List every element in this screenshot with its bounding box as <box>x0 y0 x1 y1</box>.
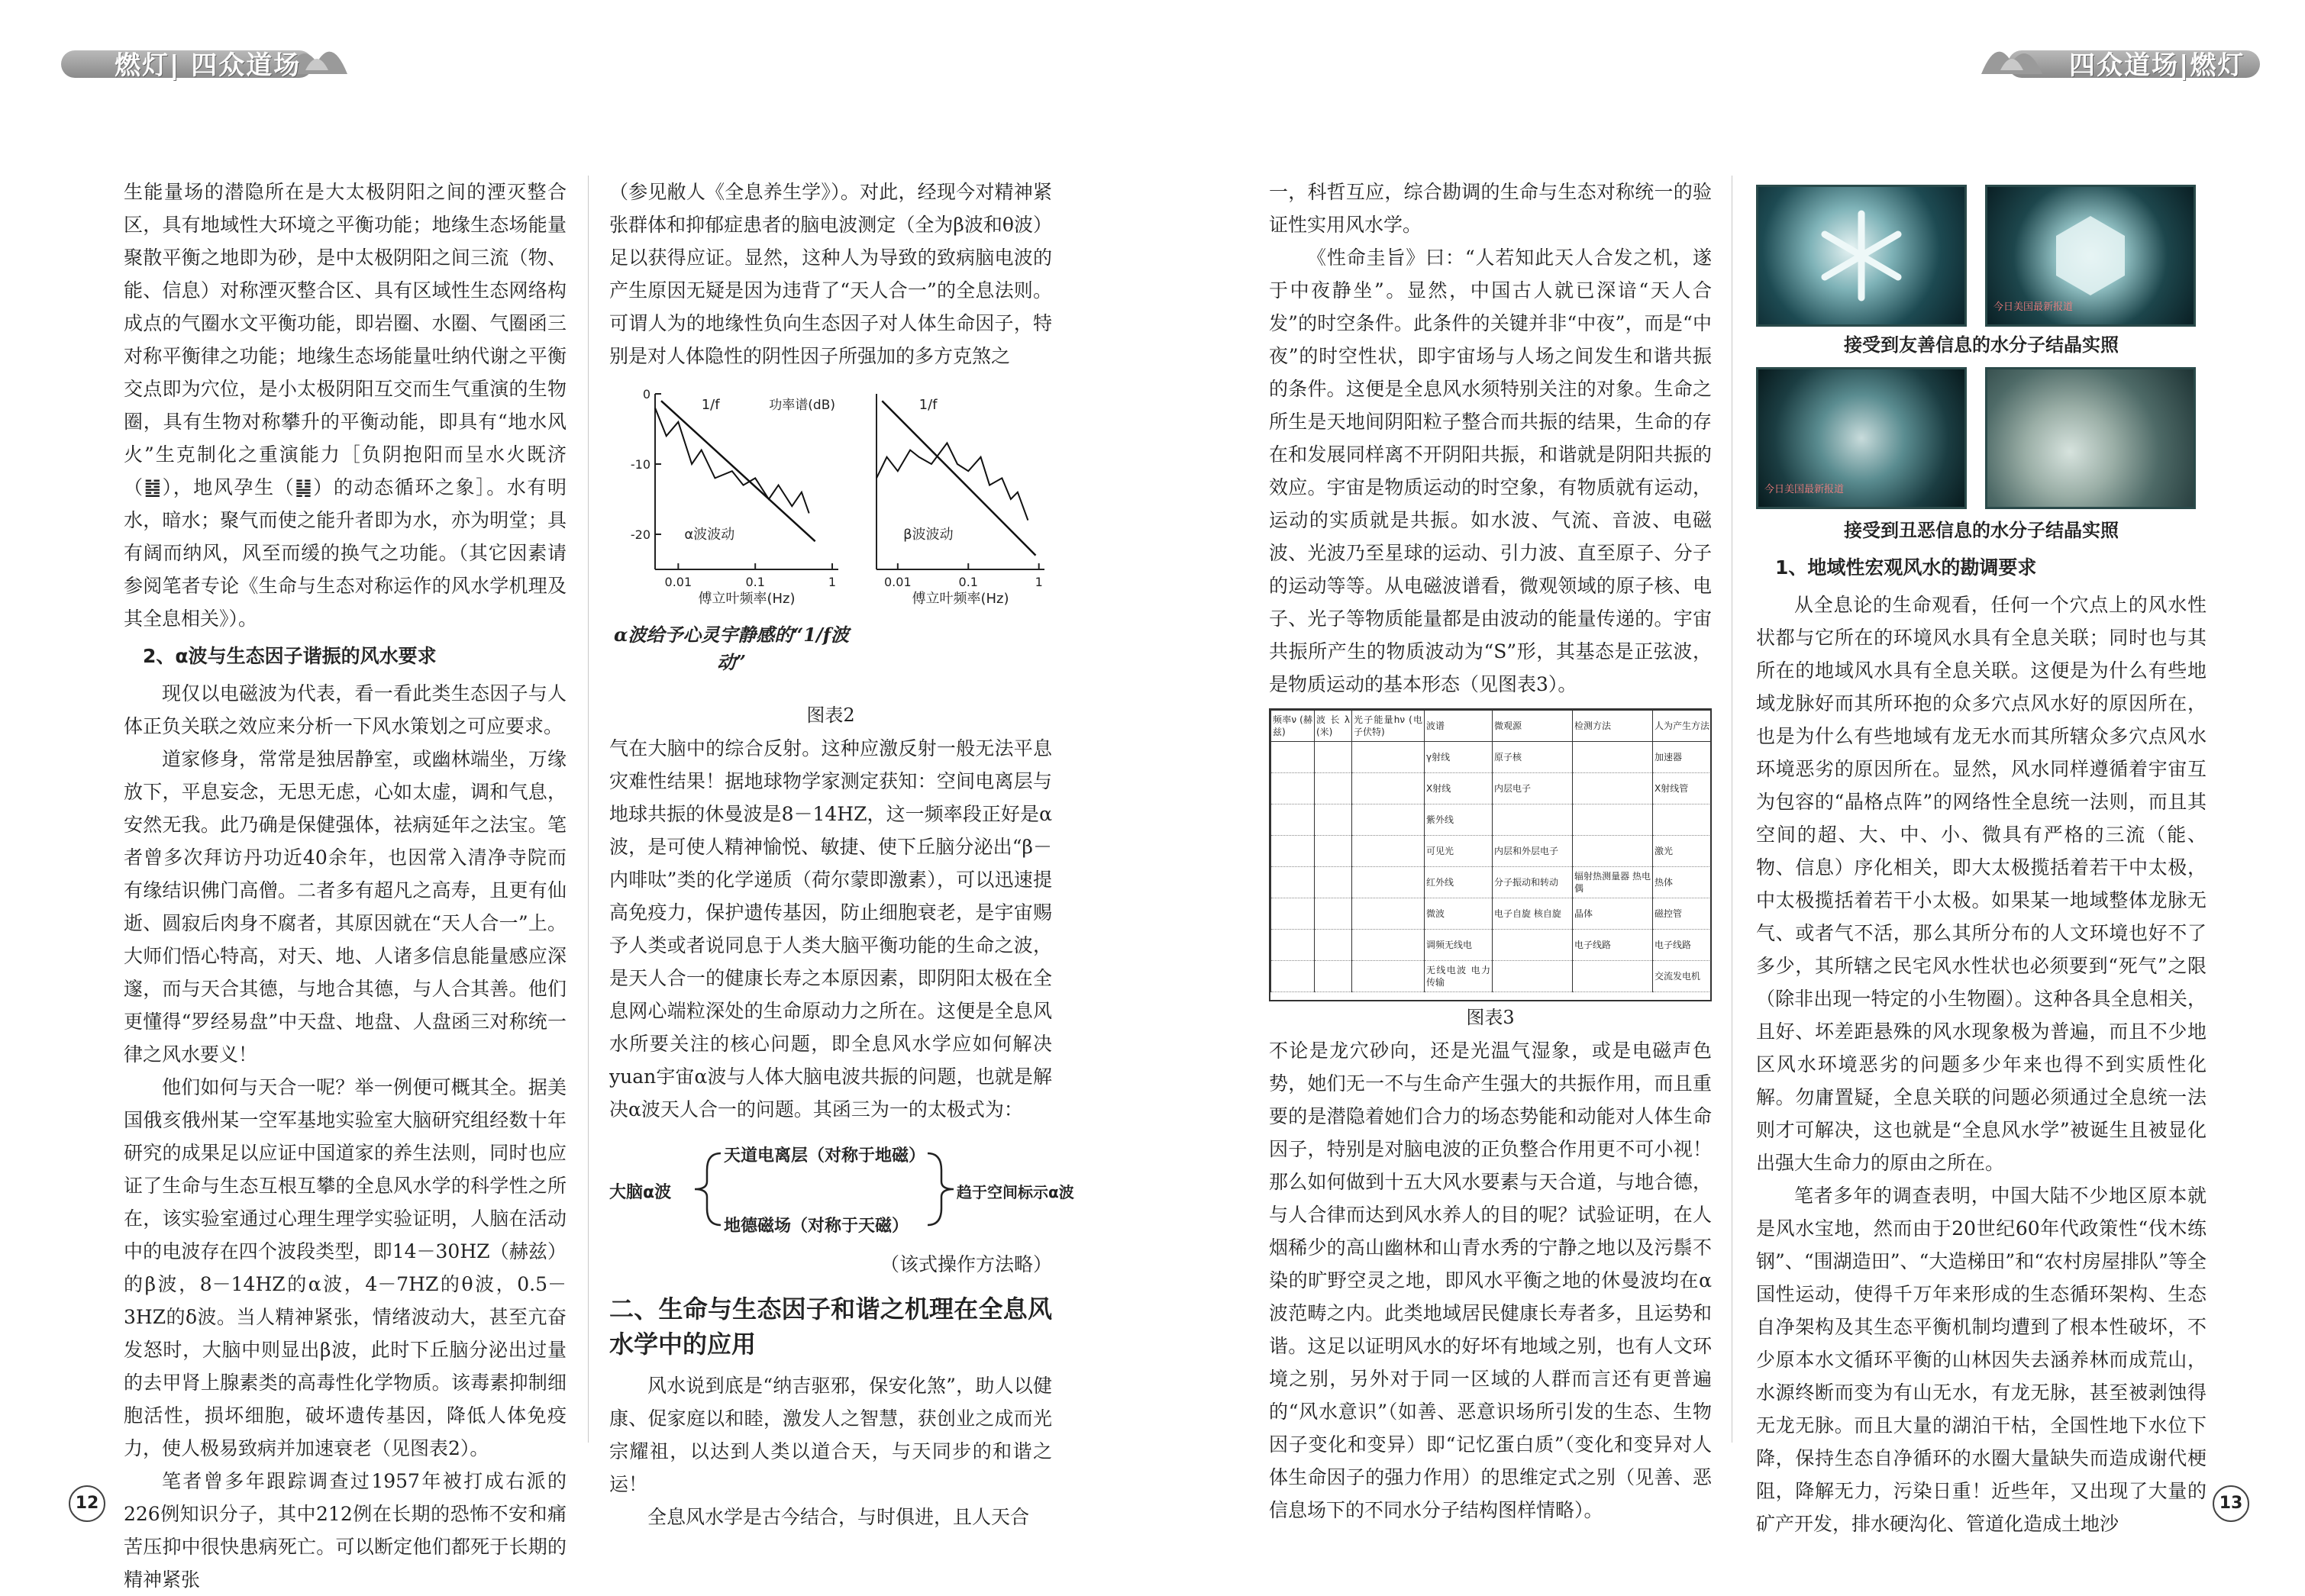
series-label: α波波动 <box>684 527 735 543</box>
table-cell <box>1573 773 1653 804</box>
table-cell: 红外线 <box>1425 867 1493 898</box>
table-row <box>1271 742 1713 773</box>
table-cell: 晶体 <box>1573 898 1653 930</box>
paragraph: 气在大脑中的综合反射。这种应激反射一般无法平息灾难性结果！据地球物学家测定获知：空间电离层与地球共振的休曼波是8－14HZ，这一频率段正好是α波，是可使人精神愉悦、敏捷、使下丘脑分泌出“β－内啡呔”类的化学递质（荷尔蒙即激素），可以迅速提高免疫力，保护遗传基因，防止细胞衰老，是宇宙赐予人类或者说同息于人类大脑平衡功能的生命之波，是天人合一的健康长寿之本原因素，即阴阳太极在全息网心端粒深处的生命原动力之所在。这便是全息风水所要关注的核心问题，即全息风水学应如何解决yuan宇宙α波与人体大脑电波共振的问题，也就是解决α波天人合一的问题。其函三为一的太极式为： <box>609 737 1052 1120</box>
photo-overlay-text: 今日美国最新报道 <box>1993 301 2074 313</box>
page-number-left: 12 <box>69 1485 105 1522</box>
x-tick-label: 0.01 <box>664 575 692 589</box>
reference-line-label: 1/f <box>918 397 938 413</box>
formula-note: （该式操作方法略） <box>880 1253 1052 1275</box>
table-cell <box>1573 961 1653 992</box>
section-heading: 2、α波与生态因子谐振的风水要求 <box>143 645 437 667</box>
table-cell: 紫外线 <box>1425 804 1493 836</box>
photo-grid-friendly <box>1756 176 2207 328</box>
table-cell: 内层和外层电子 <box>1493 836 1573 867</box>
formula-bottom: 地德磁场（对称于天磁） <box>724 1217 909 1236</box>
series-label: β波波动 <box>903 527 954 543</box>
x-axis-label: 傅立叶频率(Hz) <box>698 591 796 607</box>
table-cell <box>1573 804 1653 836</box>
article-column-3 <box>1269 176 1712 1527</box>
bracket-icon <box>692 1147 722 1231</box>
table-cell <box>1315 961 1352 992</box>
table-cell: 交流发电机 <box>1653 961 1713 992</box>
table-cell: 原子核 <box>1493 742 1573 773</box>
table-row <box>1271 930 1713 961</box>
paragraph: （参见敝人《全息养生学》）。对此，经现今对精神紧张群体和抑郁症患者的脑电波测定（全为β波和θ波）足以获得应证。显然，这种人为导致的致病脑电波的产生原因无疑是因为违背了“天人合一”的全息法则。可谓人为的地缘性负向生态因子对人体生命因子，特别是对人体隐性的阴性因子所强加的多方克煞之 <box>609 181 1052 367</box>
y-tick-label: -20 <box>630 527 651 542</box>
crystal-photo <box>1985 185 2196 327</box>
photo-overlay-text: 今日美国最新报道 <box>1764 484 1845 495</box>
table-cell <box>1493 804 1573 836</box>
section-heading: 1、地域性宏观风水的勘调要求 <box>1775 556 2037 579</box>
table-cell: 电子自旋 核自旋 <box>1493 898 1573 930</box>
figure-caption: 图表2 <box>806 704 855 726</box>
series-line <box>655 408 809 513</box>
paragraph: 道家修身，常常是独居静室，或幽林端坐，万缘放下，平息妄念，无思无虑，心如太虚，调和气息，安然无我。此乃确是保健强体，祛病延年之法宝。笔者曾多次拜访丹功近40余年，也因常入清净寺院而有缘结识佛门高僧。二者多有超凡之高寿，且更有仙逝、圆寂后肉身不腐者，其原因就在“天人合一”上。大师们悟心特高，对天、地、人诸多信息能量感应深邃，而与天合其德，与地合其德，与人合其善。他们更懂得“罗经易盘”中天盘、地盘、人盘函三对称统一律之风水要义！ <box>124 748 567 1066</box>
table-cell <box>1271 867 1315 898</box>
beta-wave-chart <box>861 379 1052 630</box>
x-tick-label: 1 <box>1035 575 1043 589</box>
crystal-photo <box>1756 185 1967 327</box>
table-cell: 调频无线电 <box>1425 930 1493 961</box>
table-cell <box>1271 930 1315 961</box>
paragraph: 生能量场的潜隐所在是大太极阴阳之间的湮灭整合区，具有地域性大环境之平衡功能；地缘生态场能量聚散平衡之地即为砂，是中太极阴阳之间三流（物、能、信息）对称湮灭整合区、具有区域性生态网络构成点的气圈水文平衡功能，即岩圈、水圈、气圈函三对称平衡律之功能；地缘生态场能量吐纳代谢之平衡交点即为穴位，是小太极阴阳互交而生气重演的生物圈，具有生物对称攀升的平衡动能，即具有“地水风火”生克制化之重演能力［负阴抱阳而呈水火既济（䷾），地风孕生（䷭）的动态循环之象］。水有明水，暗水；聚气而使之能升者即为水，亦为明堂；具有阔而纳风，风至而缓的换气之功能。（其它因素请参阅笔者专论《生命与生态对称运作的风水学机理及其全息相关》）。 <box>124 181 567 630</box>
paragraph: 一，科哲互应，综合勘调的生命与生态对称统一的验证性实用风水学。 <box>1269 181 1712 236</box>
y-tick-label: -10 <box>630 457 651 472</box>
table-cell <box>1271 742 1315 773</box>
table-cell: X射线 <box>1425 773 1493 804</box>
x-tick-label: 1 <box>828 575 837 589</box>
formula-left: 大脑α波 <box>609 1183 672 1202</box>
reference-line <box>661 401 815 541</box>
chart-subtitle: α波给予心灵宇静感的“1/f波动” <box>613 624 850 673</box>
header-title-left: 燃灯| 四众道场 <box>115 50 302 81</box>
photo-caption: 接受到丑恶信息的水分子结晶实照 <box>1844 519 2119 541</box>
paragraph: 他们如何与天合一呢？举一例便可概其全。据美国俄亥俄州某一空军基地实验室大脑研究组经数十年研究的成果足以应证中国道家的养生法则，同时也应证了生命与生态互根互攀的全息风水学的科学性之所在，该实验室通过心理生理学实验证明，人脑在活动中的电波存在四个波段类型，即14－30HZ（赫兹）的β波，8－14HZ的α波，4－7HZ的θ波，0.5－3HZ的δ波。当人精神紧张，情绪波动大，甚至亢奋发怒时，大脑中则显出β波，此时下丘脑分泌出过量的去甲肾上腺素类的高毒性化学物质。该毒素抑制细胞活性，损坏细胞，破坏遗传基因，降低人体免疫力，使人极易致病并加速衰老（见图表2）。 <box>124 1076 567 1459</box>
paragraph: 从全息论的生命观看，任何一个穴点上的风水性状都与它所在的环境风水具有全息关联；同时也与其所在的地域风水具有全息关联。这便是为什么有些地域龙脉好而其所环抱的众多穴点风水好的原因所在，也是为什么有些地域有龙无水而其所辖众多穴点风水环境恶劣的原因所在。显然，风水同样遵循着宇宙互为包容的“晶格点阵”的网络性全息统一法则，而且其空间的超、大、中、小、微具有严格的三流（能、物、信息）序化相关，即大太极揽括着若干中太极，中太极揽括着若干小太极。如果某一地域整体龙脉无气、或者气不活，那么其所分布的人文环境也好不了多少，其所辖之民宅风水性状也必须要到“死气”之限（除非出现一特定的小生物圈）。这种各具全息相关，且好、坏差距悬殊的风水现象极为普遍，而且不少地区风水环境恶劣的问题多少年来也得不到实质性化解。勿庸置疑，全息关联的问题必须通过全息统一法则才可解决，这也就是“全息风水学”被诞生且被显化出强大生命力的原由之所在。 <box>1756 594 2207 1174</box>
table-header-cell: 检测方法 <box>1573 711 1653 742</box>
paragraph: 全息风水学是古今结合，与时俱进，且人天合 <box>647 1506 1030 1528</box>
crystal-photo <box>1756 367 1967 509</box>
table-header-cell: 微观源 <box>1493 711 1573 742</box>
x-tick-label: 0.1 <box>958 575 978 589</box>
y-tick-label: 0 <box>642 387 651 401</box>
lotus-ornament-icon <box>1977 32 2046 78</box>
chart-figure <box>609 379 1052 699</box>
table-cell: 分子振动和转动 <box>1493 867 1573 898</box>
article-column-2 <box>609 176 1074 1533</box>
table-cell <box>1271 961 1315 992</box>
table-cell: 电子线路 <box>1573 930 1653 961</box>
bracket-icon <box>926 1147 957 1231</box>
table-cell <box>1315 898 1352 930</box>
table-cell <box>1352 930 1425 961</box>
x-axis-label: 傅立叶频率(Hz) <box>912 591 1009 607</box>
article-column-1 <box>124 176 567 1596</box>
table-cell <box>1573 836 1653 867</box>
table-header-cell: 波谱 <box>1425 711 1493 742</box>
table-cell <box>1352 961 1425 992</box>
table-cell <box>1493 961 1573 992</box>
page-number-right: 13 <box>2213 1485 2249 1522</box>
table-cell: 磁控管 <box>1653 898 1713 930</box>
snowflake-icon <box>1812 206 1911 305</box>
table-cell: X射线管 <box>1653 773 1713 804</box>
paragraph: 《性命圭旨》曰：“人若知此天人合发之机，遂于中夜静坐”。显然，中国古人就已深谙“天人合发”的时空条件。此条件的关键并非“中夜”，而是“中夜”的时空性状，即宇宙场与人场之间发生和谐共振的条件。这便是全息风水须特别关注的对象。生命之所生是天地间阴阳粒子整合而共振的结果，生命的存在和发展同样离不开阴阳共振，和谐就是阴阳共振的效应。宇宙是物质运动的时空象，有物质就有运动，运动的实质就是共振。如水波、气流、音波、电磁波、光波乃至星球的运动、引力波、直至原子、分子的运动等等。从电磁波谱看，微观领域的原子核、电子、光子等物质能量都是由波动的能量传递的。宇宙共振所产生的物质波动为“S”形，其基态是正弦波，是物质运动的基本形态（见图表3）。 <box>1269 247 1713 695</box>
table-cell <box>1573 742 1653 773</box>
table-cell <box>1315 836 1352 867</box>
table-row <box>1271 898 1713 930</box>
table-header-cell: 光子能量hν (电子伏特) <box>1352 711 1425 742</box>
table-cell: 加速器 <box>1653 742 1713 773</box>
snowflake-icon <box>2045 210 2136 301</box>
table-cell <box>1352 742 1425 773</box>
paragraph: 笔者曾多年跟踪调查过1957年被打成右派的226例知识分子，其中212例在长期的恐怖不安和痛苦压抑中很快患病死亡。可以断定他们都死于长期的精神紧张 <box>124 1470 567 1591</box>
formula-top: 天道电离层（对称于地磁） <box>724 1146 926 1166</box>
table-cell: 内层电子 <box>1493 773 1573 804</box>
table-row <box>1271 804 1713 836</box>
table-cell <box>1271 898 1315 930</box>
spectrum-grid <box>1270 710 1712 992</box>
table-cell <box>1271 773 1315 804</box>
header-banner-right <box>2008 40 2260 85</box>
x-tick-label: 0.01 <box>884 575 912 589</box>
table-header-cell: 频率ν (赫兹) <box>1271 711 1315 742</box>
table-cell: 激光 <box>1653 836 1713 867</box>
table-row <box>1271 836 1713 867</box>
photo-caption: 接受到友善信息的水分子结晶实照 <box>1844 334 2119 356</box>
table-row <box>1271 773 1713 804</box>
figure-caption: 图表3 <box>1466 1007 1515 1028</box>
photo-grid-hostile <box>1756 361 2207 514</box>
table-cell <box>1315 804 1352 836</box>
reference-line-label: 1/f <box>701 397 720 413</box>
spectrum-table <box>1270 710 1710 992</box>
table-row <box>1271 961 1713 992</box>
section-heading: 二、生命与生态因子和谐之机理在全息风水学中的应用 <box>609 1295 1052 1359</box>
spectrum-table-figure <box>1269 708 1712 1001</box>
paragraph: 现仅以电磁波为代表，看一看此类生态因子与人体正负关联之效应来分析一下风水策划之可应要求。 <box>124 682 567 737</box>
y-axis-label: 功率谱(dB) <box>769 398 835 413</box>
taiji-formula <box>609 1137 1074 1243</box>
column-divider <box>588 176 589 1443</box>
table-cell <box>1315 867 1352 898</box>
alpha-wave-chart <box>609 379 854 630</box>
article-column-4 <box>1756 176 2207 1540</box>
paragraph: 笔者多年的调查表明，中国大陆不少地区原本就是风水宝地，然而由于20世纪60年代政策性“伐木练钢”、“围湖造田”、“大造梯田”和“农村房屋排队”等全国性运动，使得千万年来形成的生态循环架构、生态自净架构及其生态平衡机制均遭到了根本性破坏，不少原本水文循环平衡的山林因失去涵养林而成荒山，水源终断而变为有山无水，有龙无脉，甚至被剥蚀得无龙无脉。而且大量的湖泊干枯，全国性地下水位下降，保持生态自净循环的水圈大量缺失而造成谢代梗阻，降解无力，污染日重！近些年，又出现了大量的矿产开发，排水硬沟化、管道化造成土地沙 <box>1756 1185 2207 1535</box>
table-cell <box>1352 836 1425 867</box>
table-cell <box>1271 836 1315 867</box>
table-cell: 可见光 <box>1425 836 1493 867</box>
table-cell <box>1653 804 1713 836</box>
table-cell <box>1352 773 1425 804</box>
formula-right: 趋于空间标示α波 <box>957 1183 1074 1201</box>
header-banner-left <box>61 40 313 85</box>
table-cell: 无线电波 电力传输 <box>1425 961 1493 992</box>
series-line <box>876 443 1028 520</box>
crystal-photo <box>1985 367 2196 509</box>
table-cell <box>1493 930 1573 961</box>
table-cell: 辐射热测量器 热电偶 <box>1573 867 1653 898</box>
paragraph: 风水说到底是“纳吉驱邪，保安化煞”，助人以健康、促家庭以和睦，激发人之智慧，获创业之成而光宗耀祖，以达到人类以道合天，与天同步的和谐之运！ <box>609 1375 1052 1495</box>
table-cell <box>1352 804 1425 836</box>
table-cell <box>1315 742 1352 773</box>
table-cell: γ射线 <box>1425 742 1493 773</box>
paragraph: 不论是龙穴砂向，还是光温气湿象，或是电磁声色势，她们无一不与生命产生强大的共振作用，而且重要的是潜隐着她们合力的场态势能和动能对人体生命因子，特别是对脑电波的正负整合作用更不可小视！那么如何做到十五大风水要素与天合道，与地合德，与人合律而达到风水养人的目的呢？试验证明，在人烟稀少的高山幽林和山青水秀的宁静之地以及污鬃不染的旷野空灵之地，即风水平衡之地的休曼波均在α波范畴之内。此类地域居民健康长寿者多，且运势和谐。这足以证明风水的好坏有地域之别，也有人文环境之别，另外对于同一区域的人群而言还有更普遍的“风水意识”（如善、恶意识场所引发的生态、生物因子变化和变异）即“记忆蛋白质”（变化和变异对人体生命因子的强力作用）的思维定式之别（见善、恶信息场下的不同水分子结构图样情略）。 <box>1269 1040 1712 1521</box>
table-cell: 热体 <box>1653 867 1713 898</box>
table-cell: 电子线路 <box>1653 930 1713 961</box>
table-header-cell: 波长λ (米) <box>1315 711 1352 742</box>
table-header-cell: 人为产生方法 <box>1653 711 1713 742</box>
x-tick-label: 0.1 <box>745 575 765 589</box>
table-cell <box>1315 773 1352 804</box>
table-cell <box>1271 804 1315 836</box>
table-cell <box>1352 867 1425 898</box>
header-title-right: 四众道场|燃灯 <box>2069 50 2245 81</box>
table-cell <box>1352 898 1425 930</box>
table-cell: 微波 <box>1425 898 1493 930</box>
table-row <box>1271 867 1713 898</box>
table-cell <box>1315 930 1352 961</box>
